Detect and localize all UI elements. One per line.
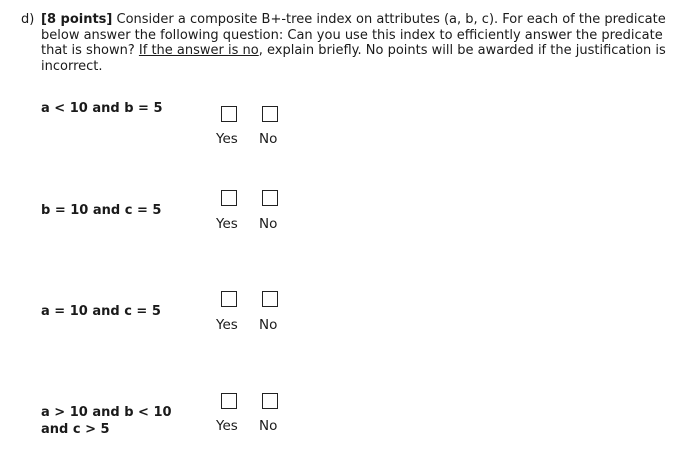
predicate-line-1: a = 10 and c = 5 <box>41 304 161 319</box>
predicate-text <box>41 303 201 320</box>
yes-label: Yes <box>216 317 238 333</box>
no-checkbox[interactable] <box>262 291 278 307</box>
yes-label: Yes <box>216 216 238 232</box>
question-text <box>41 12 681 74</box>
question-d <box>21 12 681 74</box>
no-label: No <box>259 216 278 232</box>
question-underlined-text: If the answer is no <box>138 43 259 58</box>
no-checkbox[interactable] <box>262 190 278 206</box>
yes-checkbox[interactable] <box>221 291 237 307</box>
question-label: d) <box>21 12 35 27</box>
no-checkbox[interactable] <box>262 393 278 409</box>
predicate-line-1: b = 10 and c = 5 <box>41 203 162 218</box>
yes-checkbox[interactable] <box>221 106 237 122</box>
yes-label: Yes <box>216 131 238 147</box>
no-label: No <box>259 317 278 333</box>
predicate-line-1: a > 10 and b < 10 <box>41 405 172 420</box>
yes-checkbox[interactable] <box>221 190 237 206</box>
question-text-part-2: , explain briefly. No points will be awarded if the justification is incorrect. <box>41 43 666 74</box>
no-label: No <box>259 131 278 147</box>
question-text-part-1: Consider a composite B+-tree index on attributes (a, b, c). For each of the predicate below answer the following question: Can you use this index to efficiently answer the predicate that is shown? <box>41 12 666 58</box>
yes-checkbox[interactable] <box>221 393 237 409</box>
no-checkbox[interactable] <box>262 106 278 122</box>
no-label: No <box>259 418 278 434</box>
yes-label: Yes <box>216 418 238 434</box>
predicate-text <box>41 202 201 219</box>
question-points: [8 points] <box>41 12 113 27</box>
predicate-text <box>41 100 201 117</box>
predicate-line-1: a < 10 and b = 5 <box>41 101 163 116</box>
predicate-text <box>41 404 201 438</box>
predicate-line-2: and c > 5 <box>41 422 110 437</box>
